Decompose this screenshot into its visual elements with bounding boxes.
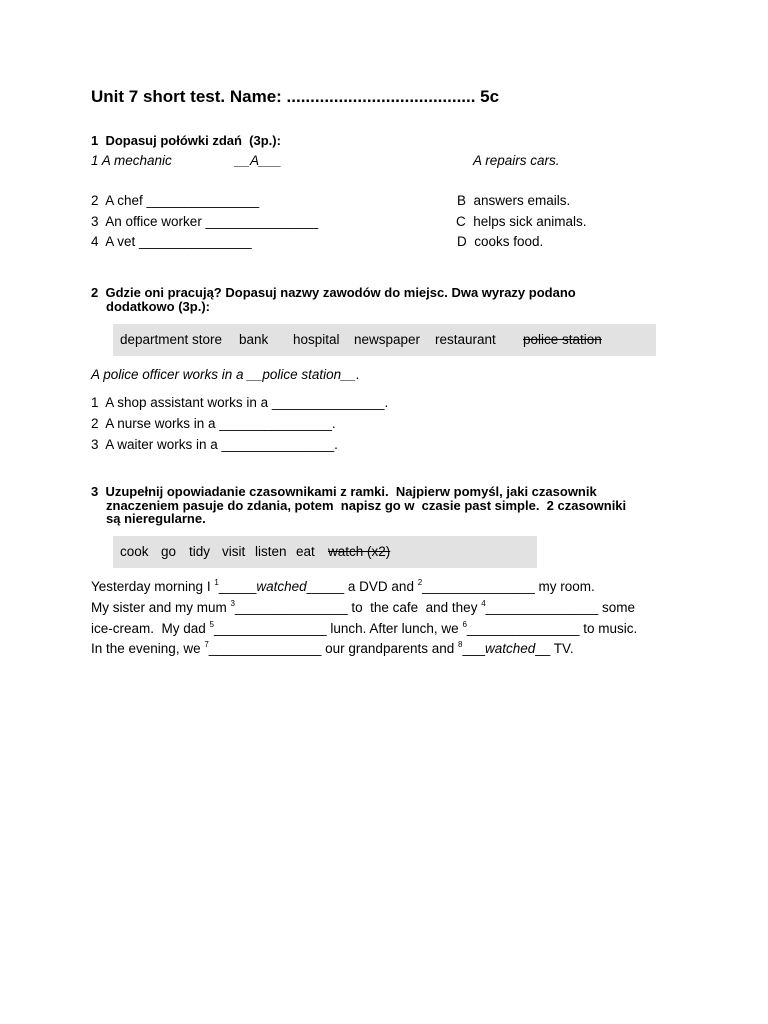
- verb-box: [113, 536, 537, 568]
- exercise-1-example-right: A repairs cars.: [473, 153, 560, 168]
- word-box-item: hospital: [293, 332, 340, 347]
- exercise-1-option: D cooks food.: [457, 234, 544, 249]
- exercise-2-item: 2 A nurse works in a _______________.: [91, 416, 336, 431]
- word-box-item-used: police station: [523, 332, 602, 347]
- exercise-2-item: 3 A waiter works in a _______________.: [91, 437, 338, 452]
- verb-box-item-used: watch (x2): [328, 544, 391, 559]
- word-box: [113, 324, 656, 356]
- exercise-1-item: 4 A vet _______________: [91, 234, 252, 249]
- exercise-1-example-answer: __A___: [235, 153, 282, 168]
- page-title: Unit 7 short test. Name: ........................................ 5c: [91, 87, 500, 106]
- exercise-1-option: B answers emails.: [457, 193, 571, 208]
- verb-box-item: eat: [296, 544, 315, 559]
- exercise-1-heading: 1 Dopasuj połówki zdań (3p.):: [91, 133, 281, 148]
- word-box-item: newspaper: [354, 332, 421, 347]
- exercise-2-heading: 2 Gdzie oni pracują? Dopasuj nazwy zawodów do miejsc. Dwa wyrazy podano: [91, 285, 576, 300]
- verb-box-item: cook: [120, 544, 149, 559]
- verb-box-item: tidy: [189, 544, 211, 559]
- story-line-1: Yesterday morning I $^1$_____watched_____ a DVD and $^2$_______________ my room.: [91, 578, 595, 594]
- verb-box-item: visit: [222, 544, 246, 559]
- exercise-2-heading-cont: dodatkowo (3p.):: [106, 299, 210, 314]
- verb-box-item: listen: [255, 544, 287, 559]
- word-box-item: department store: [120, 332, 223, 347]
- exercise-3-heading-cont: są nieregularne.: [106, 511, 206, 526]
- exercise-1-item: 3 An office worker _______________: [91, 214, 319, 229]
- word-box-item: bank: [239, 332, 269, 347]
- exercise-1-option: C helps sick animals.: [456, 214, 587, 229]
- exercise-2-example: A police officer works in a __police station__.: [91, 367, 360, 382]
- story-line-3: ice-cream. My dad $^5$_______________ lunch. After lunch, we $^6$_______________ to music.: [91, 620, 638, 636]
- exercise-3-heading: 3 Uzupełnij opowiadanie czasownikami z ramki. Najpierw pomyśl, jaki czasownik: [91, 484, 597, 499]
- verb-box-item: go: [161, 544, 177, 559]
- story-line-4: In the evening, we $^7$_______________ our grandparents and $^8$___watched__ TV.: [91, 640, 574, 656]
- story-line-2: My sister and my mum $^3$_______________ to the cafe and they $^4$_______________ some: [91, 599, 636, 615]
- exercise-3-heading-cont: znaczeniem pasuje do zdania, potem napisz go w czasie past simple. 2 czasowniki: [106, 498, 627, 513]
- exercise-1-example-left: 1 A mechanic: [91, 153, 172, 168]
- exercise-2-item: 1 A shop assistant works in a _______________.: [91, 395, 389, 410]
- word-box-item: restaurant: [435, 332, 496, 347]
- exercise-1-item: 2 A chef _______________: [91, 193, 260, 208]
